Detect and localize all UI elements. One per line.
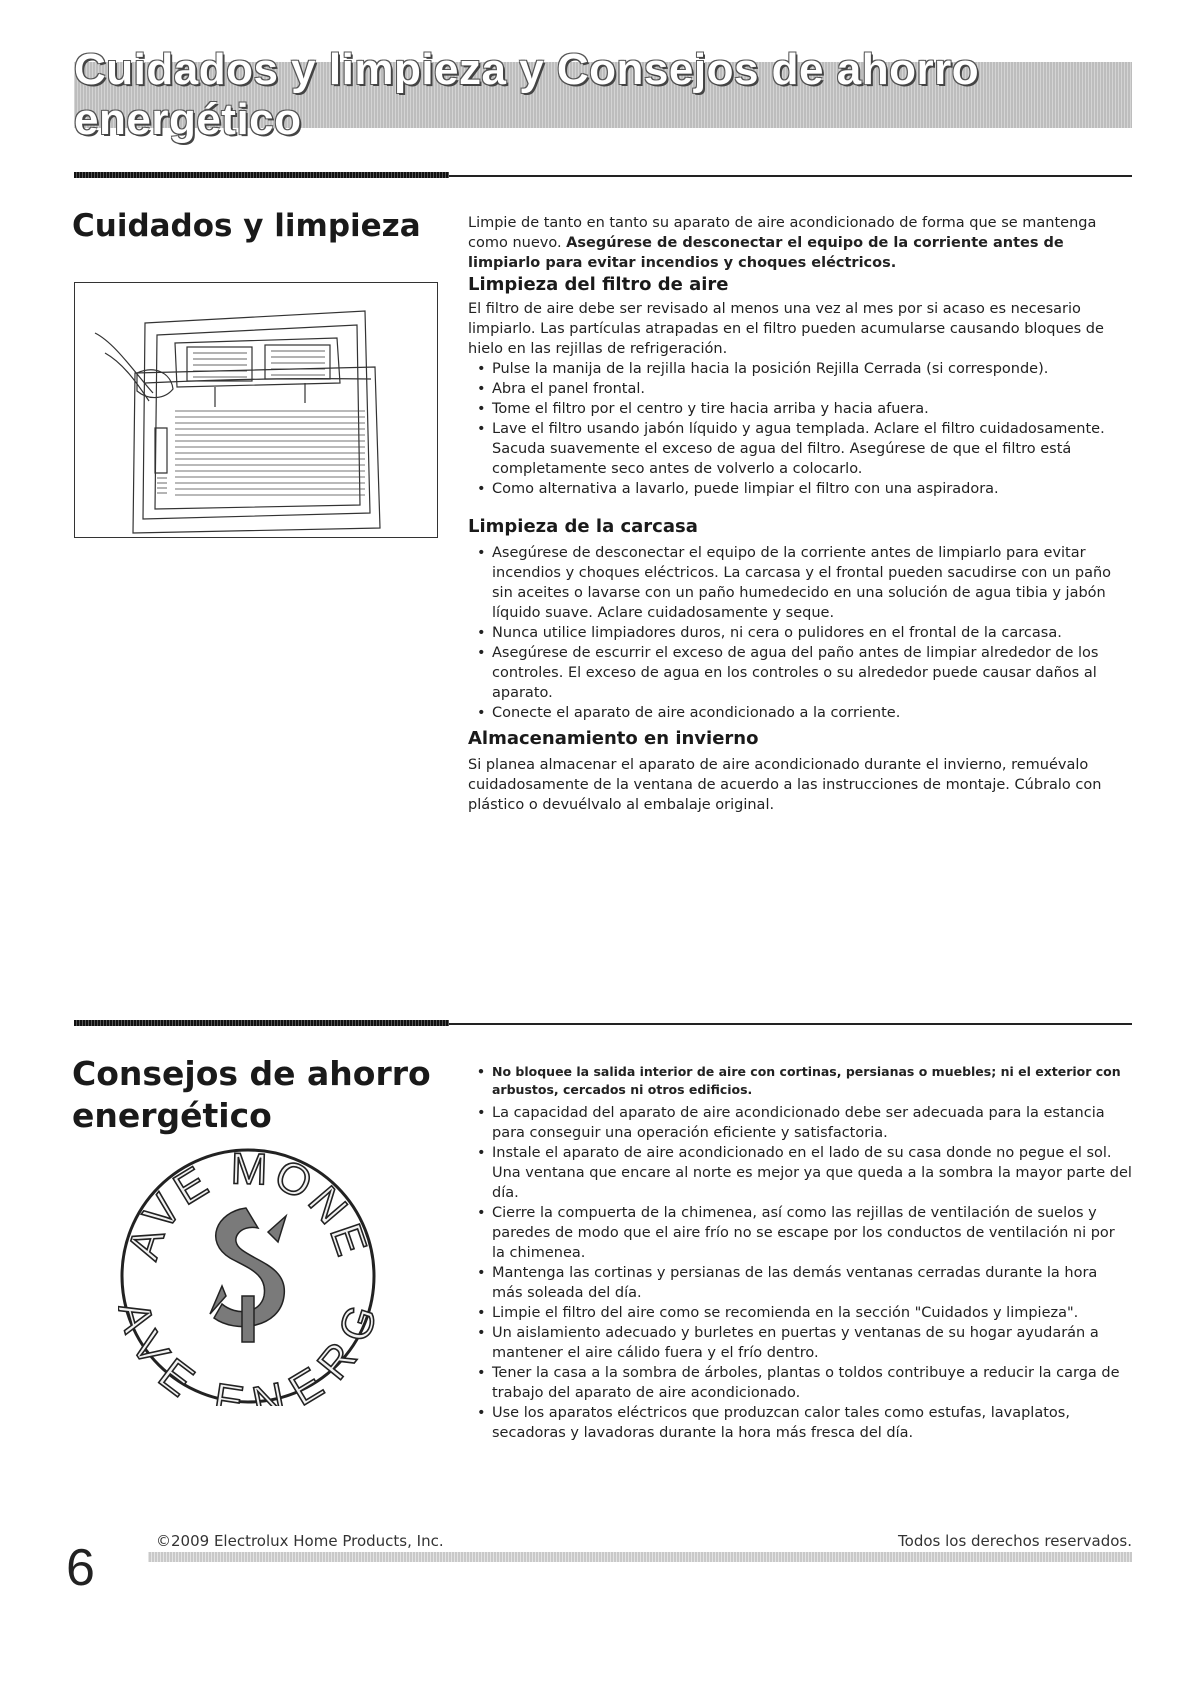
list-item: • Conecte el aparato de aire acondicionado a la corriente. xyxy=(468,703,1132,723)
cabinet-list xyxy=(468,543,1132,723)
logo-text-bottom: VE ENER xyxy=(121,1323,369,1406)
air-conditioner-icon xyxy=(75,283,437,537)
list-item: • Asegúrese de escurrir el exceso de agua del paño antes de limpiar alrededor de los controles. El exceso de agua en los controles o su alrededor puede causar daños al aparato. xyxy=(468,643,1132,703)
section-divider-line xyxy=(449,175,1132,177)
winter-text: Si planea almacenar el aparato de aire acondicionado durante el invierno, remuévalo cuidadosamente de la ventana de acuerdo a las instrucciones de montaje. Cúbralo con plástico o devuélvalo al embalaje original. xyxy=(468,757,1102,813)
care-heading: Cuidados y limpieza xyxy=(72,208,421,244)
care-intro-warning: Asegúrese de desconectar el equipo de la corriente antes de limpiarlo para evitar incendios y choques eléctricos. xyxy=(468,235,1064,271)
list-item: • Limpie el filtro del aire como se recomienda en la sección "Cuidados y limpieza". xyxy=(468,1303,1132,1323)
energy-heading-line1: Consejos de ahorro xyxy=(72,1054,431,1093)
section-divider-line xyxy=(449,1023,1132,1025)
page-title: Cuidados y limpieza y Consejos de ahorro energético xyxy=(74,45,980,144)
list-item: • Lave el filtro usando jabón líquido y agua templada. Aclare el filtro cuidadosamente. Sacuda suavemente el exceso de agua del filtro. Asegúrese de que el filtro está completamente seco antes de volverlo a colocarlo. xyxy=(468,419,1132,479)
list-item: • Nunca utilice limpiadores duros, ni cera o pulidores en el frontal de la carcasa. xyxy=(468,623,1132,643)
list-item: • Cierre la compuerta de la chimenea, así como las rejillas de ventilación de suelos y paredes de modo que el aire frío no se escape por los conductos de ventilación ni por la chimenea. xyxy=(468,1203,1132,1263)
save-logo-icon xyxy=(118,1146,378,1406)
copyright-text: ©2009 Electrolux Home Products, Inc. xyxy=(156,1532,444,1550)
energy-tip-bold: No bloquee la salida interior de aire con cortinas, persianas o muebles; ni el exterior con arbustos, cercados ni otros edificios. xyxy=(492,1064,1121,1097)
logo-text-top: AVE MONE xyxy=(118,1146,378,1266)
svg-text:SAVE MONEY xyxy=(118,1146,377,1265)
save-money-energy-logo xyxy=(118,1146,378,1406)
list-item: • Pulse la manija de la rejilla hacia la posición Rejilla Cerrada (si corresponde). xyxy=(468,359,1132,379)
list-item: • La capacidad del aparato de aire acondicionado debe ser adecuada para la estancia para conseguir una operación eficiente y satisfactoria. xyxy=(468,1103,1132,1143)
list-item: • Un aislamiento adecuado y burletes en puertas y ventanas de su hogar ayudarán a mantener el aire cálido fuera y el frío dentro. xyxy=(468,1323,1132,1363)
filter-list xyxy=(468,359,1132,499)
rights-text: Todos los derechos reservados. xyxy=(898,1532,1132,1550)
winter-heading: Almacenamiento en invierno xyxy=(468,728,759,749)
energy-tips-list xyxy=(468,1063,1132,1443)
filter-heading: Limpieza del filtro de aire xyxy=(468,274,729,295)
page-number: 6 xyxy=(66,1539,95,1597)
list-item: • Abra el panel frontal. xyxy=(468,379,1132,399)
energy-heading-line2: energético xyxy=(72,1096,272,1135)
section-divider-bar xyxy=(74,1020,449,1026)
energy-heading xyxy=(72,1053,431,1137)
cabinet-heading: Limpieza de la carcasa xyxy=(468,516,698,537)
list-item: • Tener la casa a la sombra de árboles, plantas o toldos contribuye a reducir la carga de trabajo del aparato de aire acondicionado. xyxy=(468,1363,1132,1403)
air-conditioner-illustration xyxy=(74,282,438,538)
list-item: • Como alternativa a lavarlo, puede limpiar el filtro con una aspiradora. xyxy=(468,479,1132,499)
list-item: • Instale el aparato de aire acondicionado en el lado de su casa donde no pegue el sol. Una ventana que encare al norte es mejor ya que queda a la sombra la mayor parte del día. xyxy=(468,1143,1132,1203)
list-item xyxy=(468,1063,1132,1099)
care-intro xyxy=(468,213,1132,273)
list-item: • Mantenga las cortinas y persianas de las demás ventanas cerradas durante la hora más soleada del día. xyxy=(468,1263,1132,1303)
list-item: • Asegúrese de desconectar el equipo de la corriente antes de limpiarlo para evitar incendios y choques eléctricos. La carcasa y el frontal pueden sacudirse con un paño sin aceites o lavarse con un paño humedecido en una solución de agua tibia y jabón líquido suave. Aclare cuidadosamente y seque. xyxy=(468,543,1132,623)
section-divider-bar xyxy=(74,172,449,178)
list-item: • Tome el filtro por el centro y tire hacia arriba y hacia afuera. xyxy=(468,399,1132,419)
care-content xyxy=(468,213,1132,815)
title-banner xyxy=(74,45,1132,144)
list-item: • Use los aparatos eléctricos que produzcan calor tales como estufas, lavaplatos, secadoras y lavadoras durante la hora más fresca del día. xyxy=(468,1403,1132,1443)
energy-content xyxy=(468,1063,1132,1443)
filter-text: El filtro de aire debe ser revisado al menos una vez al mes por si acaso es necesario limpiarlo. Las partículas atrapadas en el filtro pueden acumularse causando bloques de hielo en las rejillas de refrigeración. xyxy=(468,301,1104,357)
footer-bar xyxy=(148,1552,1132,1562)
care-intro-text: Limpie de tanto en tanto su aparato de aire acondicionado de forma que se mantenga como nuevo. xyxy=(468,215,1097,251)
